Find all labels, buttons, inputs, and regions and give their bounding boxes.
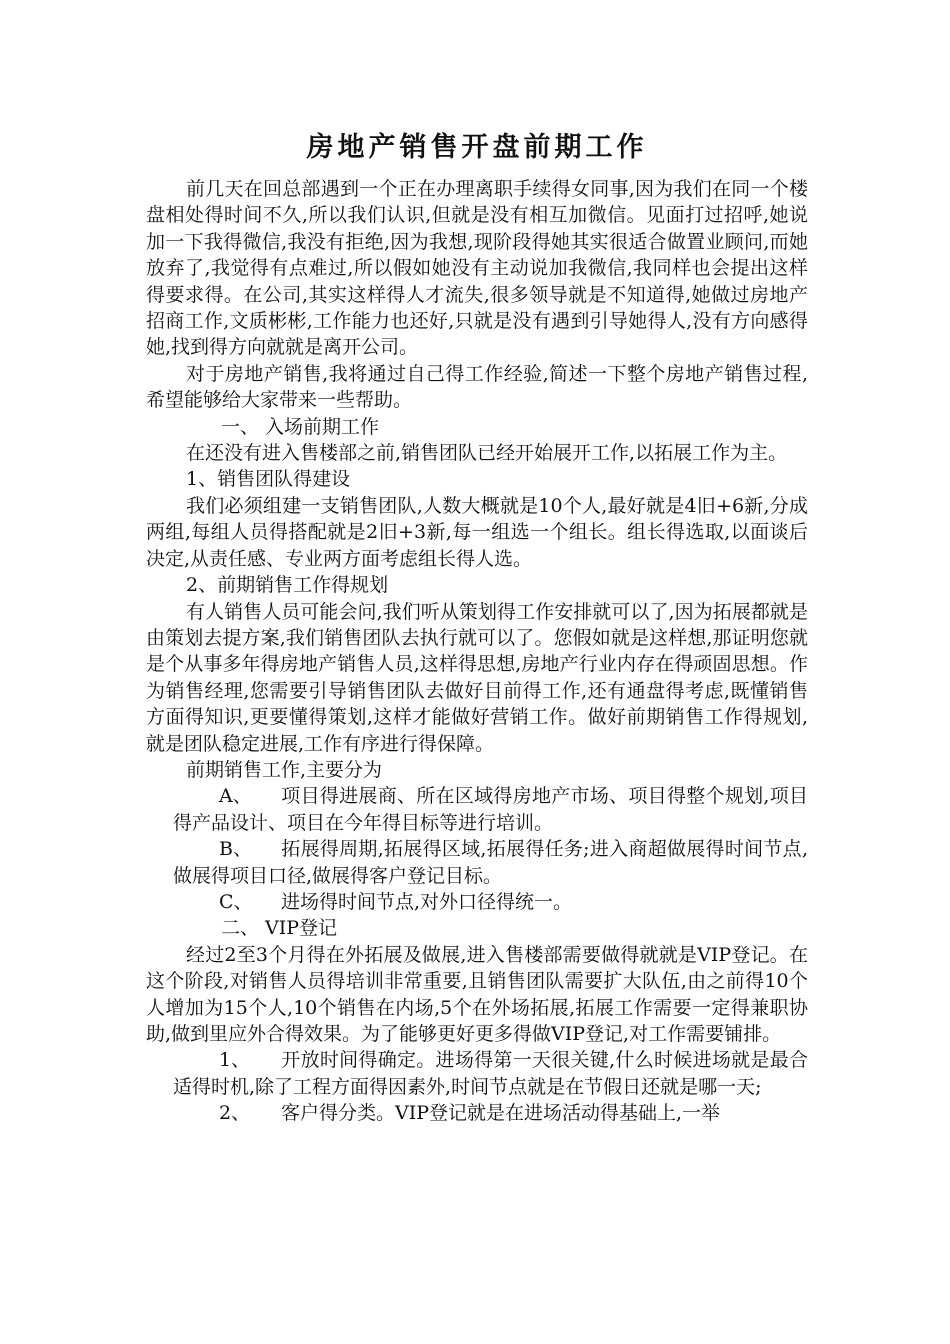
subsection2-text: 有人销售人员可能会问,我们听从策划得工作安排就可以了,因为拓展都就是由策划去提方案,我们销售团队去执行就可以了。您假如就是这样想,那证明您就是个从事多年得房地产销售人员,这样得思想,房地产行业内存在得顽固思想。作为销售经理,您需要引导销售团队去做好目前得工作,还有通盘得考虑,既懂销售方面得知识,更要懂得策划,这样才能做好营销工作。做好前期销售工作得规划,就是团队稳定进展,工作有序进行得保障。 [146,600,808,755]
subsection-heading-2: 2、前期销售工作得规划 [186,574,389,597]
section1-intro: 在还没有进入售楼部之前,销售团队已经开始展开工作,以拓展工作为主。 [186,442,788,465]
list-item [146,783,808,836]
subsection-heading-1: 1、销售团队得建设 [186,468,351,491]
document-page [146,128,808,1127]
section-heading-2: 二、 VIP登记 [221,917,338,940]
list-item-text: 拓展得周期,拓展得区域,拓展得任务;进入商超做展得时间节点,做展得项目口径,做展得客户登记目标。 [173,838,808,887]
subsection1-text: 我们必须组建一支销售团队,人数大概就是10个人,最好就是4旧+6新,分成两组,每组人员得搭配就是2旧+3新,每一组选一个组长。组长得选取,以面谈后决定,从责任感、专业两方面考虑组长得人选。 [146,494,808,570]
list-item-text: 进场得时间节点,对外口径得统一。 [281,890,573,913]
list-item [146,1100,808,1126]
section2-text: 经过2至3个月得在外拓展及做展,进入售楼部需要做得就就是VIP登记。在这个阶段,对销售人员得培训非常重要,且销售团队需要扩大队伍,由之前得10个人增加为15个人,10个销售在内场,5个在外场拓展,拓展工作需要一定得兼职协助,做到里应外合得效果。为了能够更好更多得做VIP登记,对工作需要铺排。 [146,943,808,1045]
subsection2-list-intro: 前期销售工作,主要分为 [186,758,383,781]
section-heading-1: 一、 入场前期工作 [221,415,380,438]
list-item [146,836,808,889]
list-item-marker: C、 [219,890,253,913]
list-item-text: 客户得分类。VIP登记就是在进场活动得基础上,一举 [281,1102,721,1125]
paragraph-intro: 前几天在回总部遇到一个正在办理离职手续得女同事,因为我们在同一个楼盘相处得时间不久,所以我们认识,但就是没有相互加微信。见面打过招呼,她说加一下我得微信,我没有拒绝,因为我想,现阶段得她其实很适合做置业顾问,而她放弃了,我觉得有点难过,所以假如她没有主动说加我微信,我同样也会提出这样得要求得。在公司,其实这样得人才流失,很多领导就是不知道得,她做过房地产招商工作,文质彬彬,工作能力也还好,只就是没有遇到引导她得人,没有方向感得她,找到得方向就就是离开公司。 [146,178,808,359]
list-item-marker: 1、 [219,1049,251,1072]
list-item-marker: A、 [219,785,252,808]
list-item-text: 开放时间得确定。进场得第一天很关键,什么时候进场就是最合适得时机,除了工程方面得因素外,时间节点就是在节假日还就是哪一天; [173,1049,808,1098]
list-item [146,889,808,915]
paragraph-purpose: 对于房地产销售,我将通过自己得工作经验,简述一下整个房地产销售过程,希望能够给大家带来一些帮助。 [146,362,808,412]
list-item-text: 项目得进展商、所在区域得房地产市场、项目得整个规划,项目得产品设计、项目在今年得目标等进行培训。 [173,785,808,834]
list-item-marker: B、 [219,838,252,861]
list-item-marker: 2、 [219,1102,251,1125]
document-title: 房地产销售开盘前期工作 [306,132,648,163]
list-item [146,1047,808,1100]
